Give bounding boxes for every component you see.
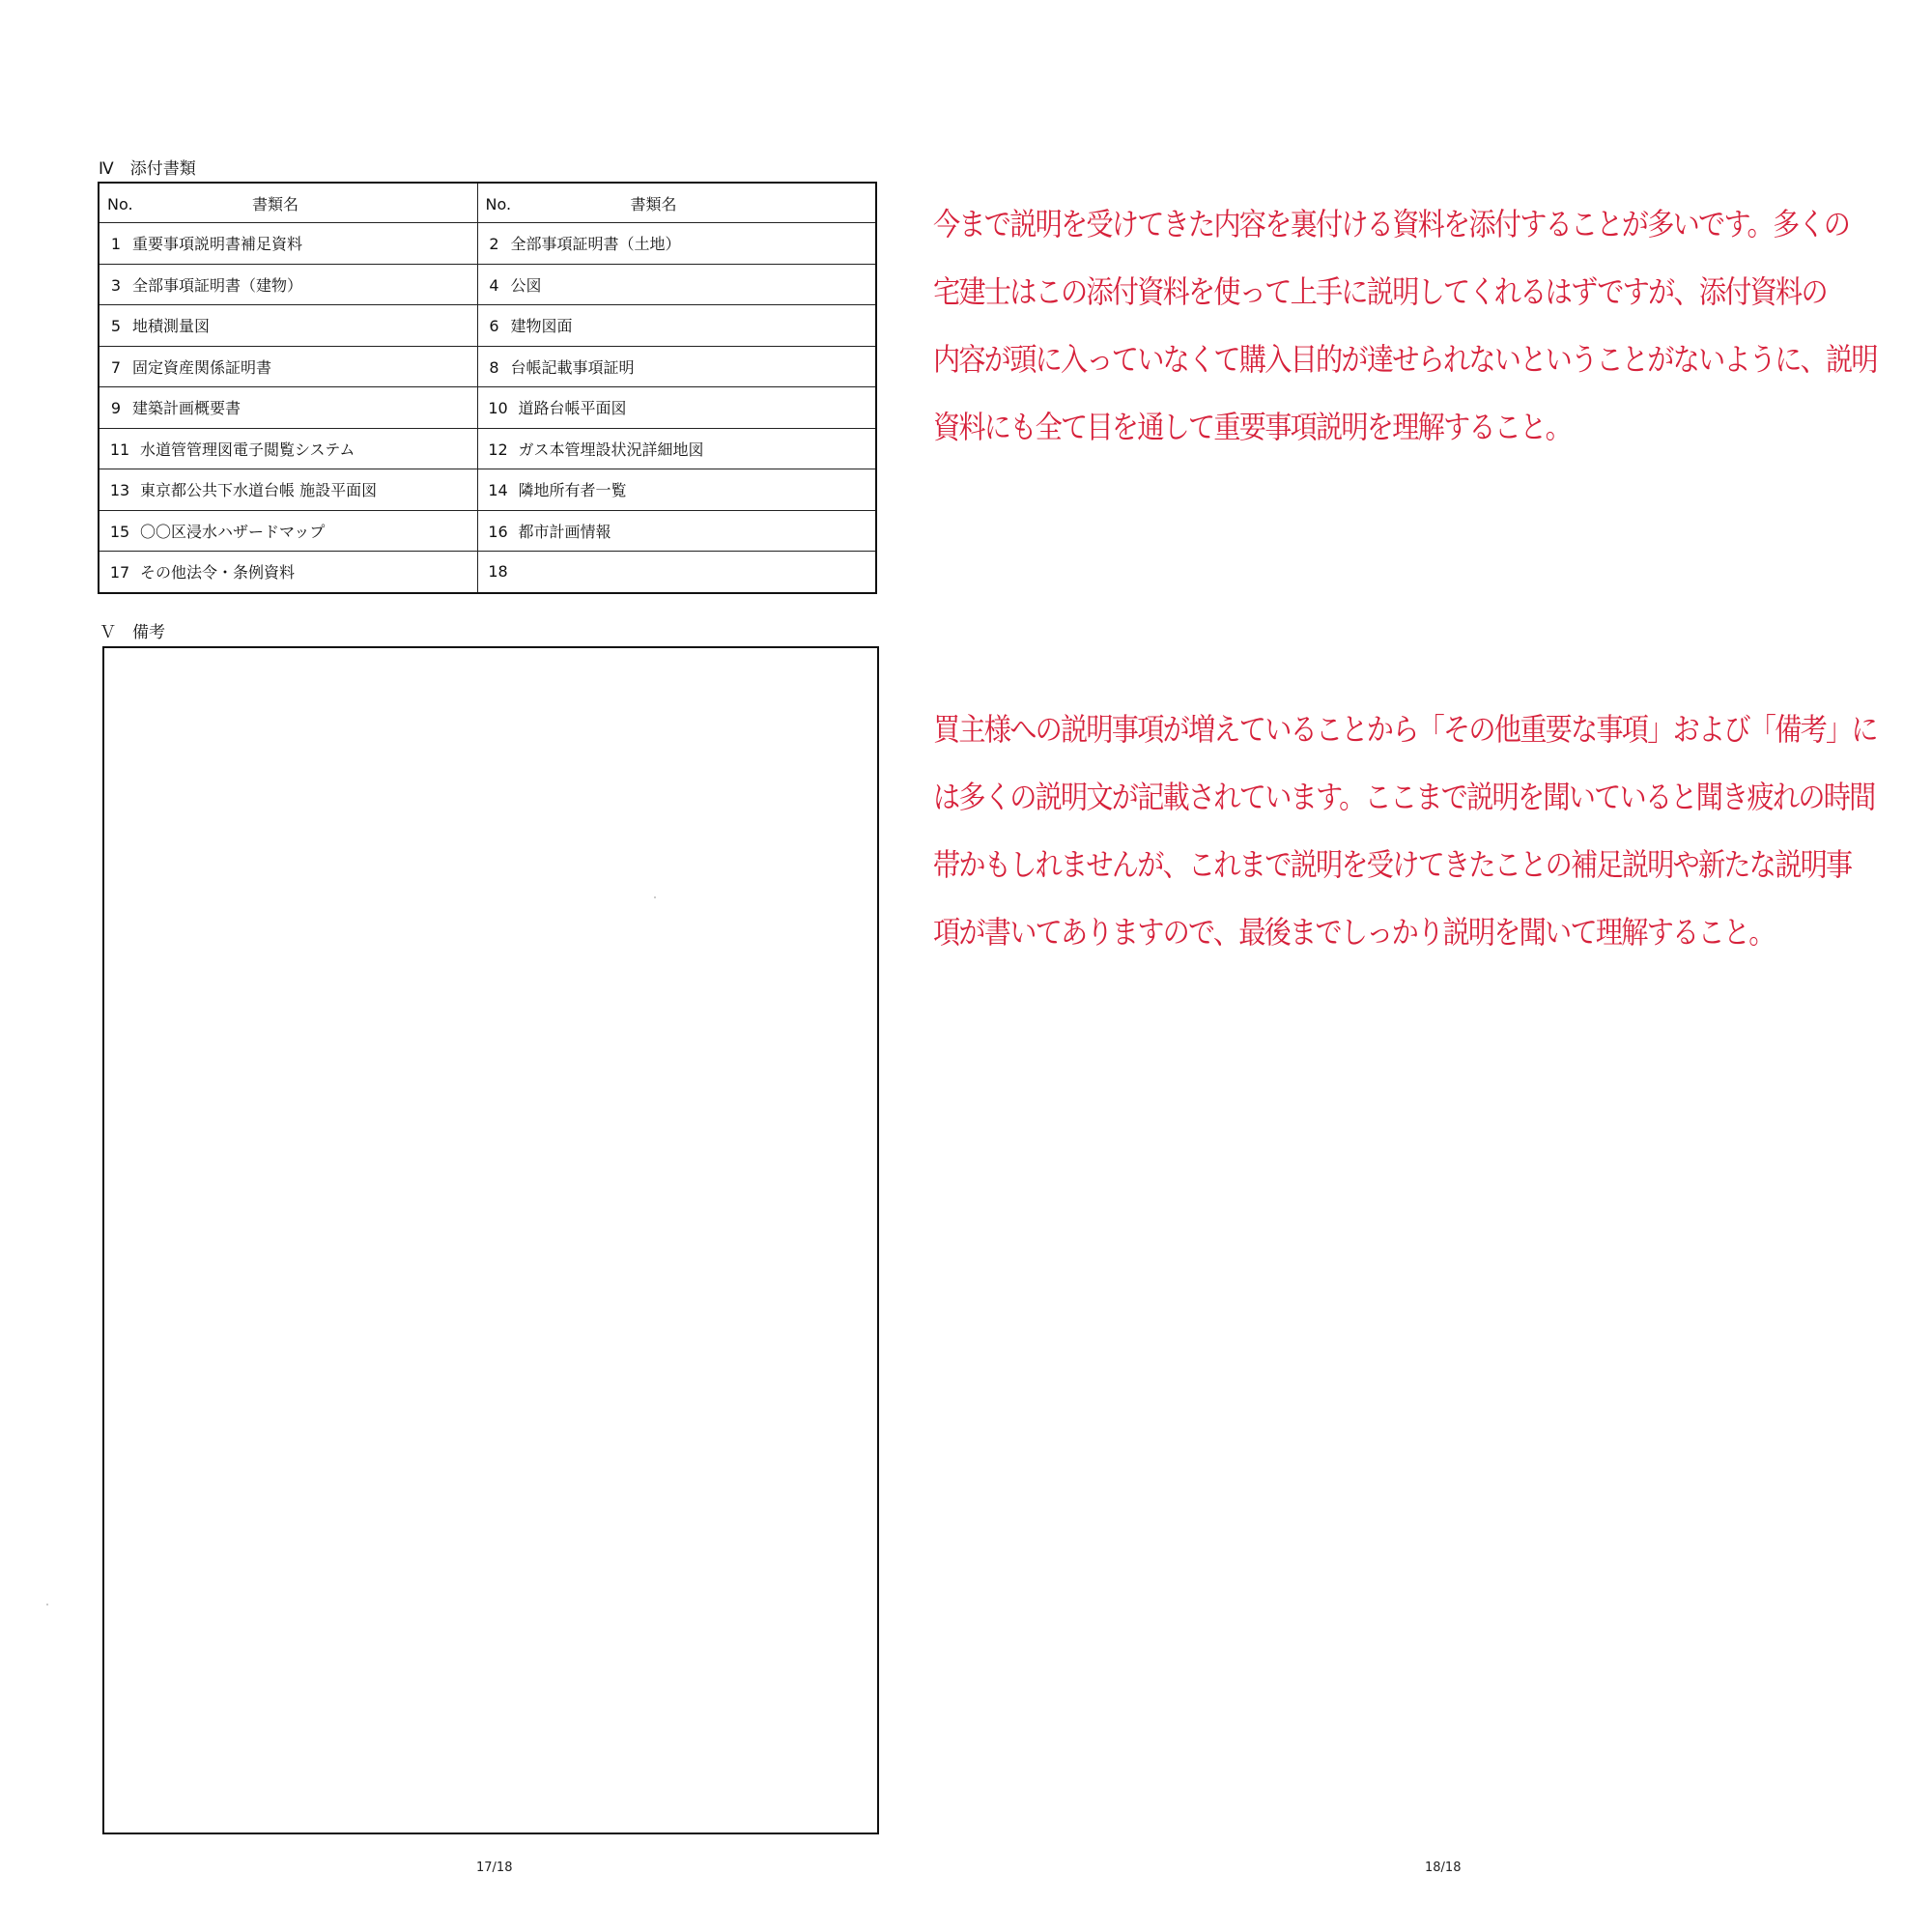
document-number: 6 [489,317,499,336]
annotation-line: 帯かもしれませんが、これまで説明を受けてきたことの補足説明や新たな説明事 [933,846,1852,883]
document-name: その他法令・条例資料 [140,563,296,582]
document-name: 全部事項証明書（建物） [132,275,303,295]
document-number: 13 [109,481,130,500]
document-number: 5 [110,317,122,336]
annotation-line: 資料にも全て目を通して重要事項説明を理解すること。 [933,409,1572,445]
scan-speck [654,896,656,898]
table-row [99,223,876,265]
document-name: 東京都公共下水道台帳 施設平面図 [140,481,378,500]
annotation-line: 内容が頭に入っていなくて購入目的が達せられないということがないように、説明 [933,341,1877,378]
document-cell [99,428,477,469]
document-number: 14 [488,481,508,500]
attachments-annotation [933,190,1877,461]
header-document-name: 書類名 [252,194,299,213]
document-name: 公図 [510,275,542,295]
table-row [99,469,876,511]
header-no: No. [107,194,133,213]
table-row [99,305,876,347]
document-number: 1 [110,235,122,254]
document-cell [477,387,876,429]
document-cell [477,305,876,347]
scan-speck [46,1604,48,1605]
document-number: 3 [110,275,122,295]
header-no: No. [485,194,512,213]
document-cell [477,469,876,511]
document-cell [99,510,477,552]
table-row [99,428,876,469]
document-number: 16 [488,522,508,541]
document-cell [99,346,477,387]
attachments-heading: Ⅳ 添付書類 [99,159,196,179]
table-row [99,346,876,387]
remarks-heading: Ｖ 備考 [99,623,165,642]
document-name: 水道管管理図電子閲覧システム [140,440,355,459]
document-cell [477,510,876,552]
document-number: 18 [488,562,508,582]
annotation-line: 今まで説明を受けてきた内容を裏付ける資料を添付することが多いです。多くの [933,206,1850,242]
annotation-line: 宅建士はこの添付資料を使って上手に説明してくれるはずですが、添付資料の [933,273,1827,310]
document-number: 8 [489,357,499,377]
table-row [99,264,876,305]
document-number: 12 [488,440,508,459]
document-cell [99,305,477,347]
document-name: 重要事項説明書補足資料 [132,235,303,254]
document-name: ガス本管埋設状況詳細地図 [518,440,704,459]
table-row [99,510,876,552]
document-name: 都市計画情報 [518,522,611,541]
document-number: 17 [109,563,130,582]
header-cell [99,183,477,223]
document-number: 11 [109,440,130,459]
remarks-annotation [933,696,1877,966]
annotation-line: 買主様への説明事項が増えていることから「その他重要な事項」および「備考」に [933,711,1877,748]
document-cell [99,264,477,305]
document-cell [477,264,876,305]
document-name: 台帳記載事項証明 [510,357,635,377]
page-number-left: 17/18 [476,1861,513,1875]
document-name: 建築計画概要書 [132,399,242,418]
document-name: 全部事項証明書（土地） [510,235,681,254]
document-name: 〇〇区浸水ハザードマップ [140,522,326,541]
table-header-row [99,183,876,223]
annotation-line: は多くの説明文が記載されています。ここまで説明を聞いていると聞き疲れの時間 [933,779,1875,815]
document-name: 地積測量図 [132,317,211,336]
remarks-box [102,646,879,1834]
document-name: 道路台帳平面図 [518,399,627,418]
table-row [99,387,876,429]
header-document-name: 書類名 [630,194,677,213]
document-cell [99,387,477,429]
annotation-line: 項が書いてありますので、最後までしっかり説明を聞いて理解すること。 [933,914,1775,951]
document-number: 15 [109,522,130,541]
document-cell [99,223,477,265]
page-number-right: 18/18 [1425,1861,1462,1875]
document-number: 7 [110,357,122,377]
document-number: 4 [489,275,499,295]
document-name: 固定資産関係証明書 [132,357,272,377]
attachments-table [98,182,877,594]
document-cell [477,428,876,469]
document-cell [99,469,477,511]
document-cell [477,552,876,593]
document-number: 10 [488,399,508,418]
document-name: 隣地所有者一覧 [518,481,627,500]
document-cell [477,223,876,265]
header-cell [477,183,876,223]
document-cell [99,552,477,593]
document-cell [477,346,876,387]
table-row [99,552,876,593]
document-name: 建物図面 [510,317,573,336]
document-number: 9 [110,399,122,418]
document-number: 2 [489,235,499,254]
